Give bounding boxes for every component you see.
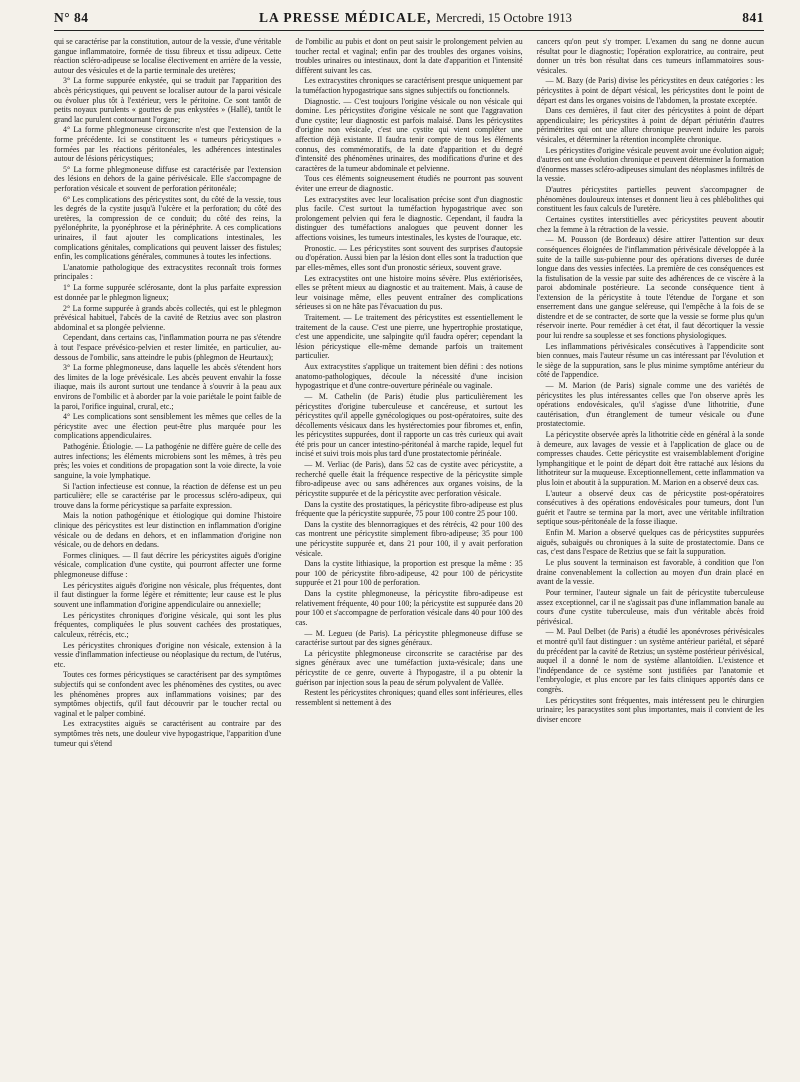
paragraph: La péricystite observée après la lithotritie cède en général à la sonde à demeure, aux lavages de vessie et à l'application de glace ou de compresses chaudes. Cette péricystite est vraisemblablement d'origine lymphangitique et le point de départ doit être rattaché aux lésions du lithotriteur sur la muqueuse. Exceptionnellement, cette inflammation va plus loin et aboutit à la suppuration. M. Marion en a observé deux cas.	[536, 430, 764, 487]
journal-title	[259, 10, 572, 26]
paragraph: Aux extracystites s'applique un traitement bien défini : des notions anatomo-pathologiques, découle la nécessité d'une incision hypogastrique et d'une contre-ouverture périnéale ou vaginale.	[295, 362, 523, 391]
paragraph: 4° Les complications sont sensiblement les mêmes que celles de la péricystite avec une élection peut-être plus marquée pour les complications appendiculaires.	[54, 412, 282, 441]
paragraph: qui se caractérise par la constitution, autour de la vessie, d'une véritable gangue inflammatoire, formée de tissu fibreux et tissu adipeux. Cette réaction scléro-adipeuse se localise électivement en arrière de la vessie, autour des vésicules et de la partie terminale des uretères;	[54, 37, 282, 75]
paragraph: — M. Bazy (de Paris) divise les péricystites en deux catégories : les péricystites à point de départ vésical, les péricystites dont le point de départ est dans les organes voisins de l'abdomen, la prostate exceptée.	[536, 76, 764, 105]
paragraph: — M. Pousson (de Bordeaux) désire attirer l'attention sur deux conséquences éloignées de l'inflammation périvésicale développée à la suite de la taille sus-pubienne pour des opérations diverses de durée longue dans des vessies infectées. La première de ces conséquences est la fistulisation de la vessie par suite des adhérences de ce viscère à la paroi abdominale postérieure. La seconde conséquence tient à l'extension de la péricystite à toute l'étendue de l'organe et son enserrement dans une gangue seléreuse, qui l'empêche à la fois de se distendre et de se contracter, de sorte que la vessie se forme plus qu'un réservoir inerte. Pour remédier à cet état, il faut décortiquer la vessie pour lui rendre sa souplesse et ses fonctions physiologiques.	[536, 235, 764, 340]
paragraph: Dans la cystite des prostatiques, la péricystite fibro-adipeuse est plus fréquente que la péricystite suppurée, 75 pour 100 contre 25 pour 100.	[295, 499, 523, 519]
paragraph: Formes cliniques. — Il faut décrire les péricystites aiguës d'origine vésicale, complication d'une cystite, qui pourront affecter une forme phlegmoneuse diffuse :	[54, 550, 282, 579]
paragraph: Enfin M. Marion a observé quelques cas de péricystites suppurées aiguës, subaiguës ou chroniques à la suite de prostatectomie. Dans ce cas, c'est dans l'espace de Retzius que se fait la suppuration.	[536, 528, 764, 557]
paragraph: Dans la cystite lithiasique, la proportion est presque la même : 35 pour 100 de péricystite fibro-adipeuse, 42 pour 100 de péricystite suppurée et 21 pour 100 de perforation.	[295, 559, 523, 588]
issue-date: Mercredi, 15 Octobre 1913	[435, 11, 572, 25]
paragraph: — M. Verliac (de Paris), dans 52 cas de cystite avec péricystite, a recherché quelle était la fréquence respective de la péricystite simple fibro-adipeuse avec ou sans adhérences aux organes voisins, de la péricystite suppurée et de la péricystite avec perforation vésicale.	[295, 460, 523, 498]
column-1	[54, 37, 281, 1065]
page-number: 841	[742, 10, 764, 25]
paragraph: L'anatomie pathologique des extracystites reconnaît trois formes principales :	[54, 262, 282, 282]
paragraph: Pathogénie. Étiologie. — La pathogénie ne diffère guère de celle des autres infections; les éléments microbiens sont les mêmes, à très peu près; les voies et conditions de propagation sont la voie directe, la voie sanguine, la voie lymphatique.	[54, 442, 282, 480]
paragraph: de l'ombilic au pubis et dont on peut saisir le prolongement pelvien au toucher rectal et vaginal; enfin par des troubles des organes voisins, troubles urinaires ou intestinaux, dont la date d'apparition et l'intensité diffèrent suivant les cas.	[295, 37, 523, 75]
paragraph: 6° Les complications des péricystites sont, du côté de la vessie, tous les degrés de la cystite jusqu'à l'ulcère et la perforation; du côté des uretères, la compression de ce conduit; du côté des reins, la pyélonéphrite, la pyonéphrose et la périnéphrite. A ces complications urinaires, il faut ajouter les complications intestinales, les complications génitales, complications qui peuvent laisser des fistules; enfin, les complications générales, communes à toutes les infections.	[54, 194, 282, 262]
paragraph: L'auteur a observé deux cas de péricystite post-opératoires consécutives à des opérations endovésicales pour tumeurs, dont l'un guérit et l'autre se termina par la mort, avec une véritable infiltration septique sous-péritonéale de la fosse iliaque.	[536, 488, 764, 527]
paragraph: Dans ces dernières, il faut citer des péricystites à point de départ appendiculaire; les péricystites à point de départ périutérin d'autres périmétrites qui ont une allure chronique peuvent induire les parois vésicales, et déterminer la rétention incomplète chronique.	[536, 106, 764, 144]
paragraph: Pronostic. — Les péricystites sont souvent des surprises d'autopsie ou d'opération. Aussi bien par la lésion dont elles sont la traduction que par elles-mêmes, elles sont d'un pronostic sérieux, souvent grave.	[295, 243, 523, 272]
paragraph: 3° La forme phlegmoneuse, dans laquelle les abcès s'étendent hors des limites de la loge prévésicale. Les abcès peuvent envahir la fosse iliaque, mais ils auront surtout une tendance à s'ouvrir à la peau aux environs de l'ombilic et à aborder par la voie pariétale le point faible de la paroi, l'orifice inguinal, crural, etc.;	[54, 363, 282, 411]
paragraph: Certaines cystites interstitielles avec péricystites peuvent aboutir chez la femme à la rétraction de la vessie.	[536, 215, 764, 234]
paragraph: cancers qu'on peut s'y tromper. L'examen du sang ne donne aucun résultat pour le diagnostic; l'opération exploratrice, au contraire, peut donner un très bon résultat dans ces tumeurs inflammatoires sous-vésicales.	[536, 37, 764, 75]
paragraph: Les extracystites avec leur localisation précise sont d'un diagnostic plus facile. C'est surtout la tuméfaction hypogastrique avec son prolongement pelvien qui fera le diagnostic. Cependant, il faudra la distinguer des tuméfactions analogues que peuvent donner les affections voisines, les tumeurs intestinales, les kystes de l'ouraque, etc.	[295, 194, 523, 242]
paragraph: Les péricystites aiguës d'origine non vésicale, plus fréquentes, dont il faut distinguer la forme légère et rémittente; leur cause est le plus souvent une inflammation d'origine appendiculaire ou annexielle;	[54, 580, 282, 609]
column-2	[295, 37, 522, 1065]
paragraph: — M. Cathelin (de Paris) étudie plus particulièrement les péricystites d'origine tuberculeuse et cancéreuse, et surtout les péricystites qu'il appelle gynécologiques ou post-opératoires, suite des décollements vésicaux dans les hystérectomies pour fibromes et, enfin, les péricystites suppurées, dont il rapporte un cas très curieux qui avait été pris pour un cancer intestino-péritonéal à marche rapide, lequel fut incisé et suivi trois mois plus tard d'une prostatectomie périnéale.	[295, 391, 523, 459]
paragraph: Les extracystites chroniques se caractérisent presque uniquement par la tuméfaction hypogastrique sans signes subjectifs ou fonctionnels.	[295, 76, 523, 95]
paragraph: Diagnostic. — C'est toujours l'origine vésicale ou non vésicale qui domine. Les péricystites d'origine vésicale ne sont que l'aggravation d'une cystite; leur diagnostic est parfois malaisé. Dans les péricystites d'origine non vésicale, c'est une cystite qui vient compléter une affection déjà existante. Il faudra tenir compte de tous les éléments connus, des commémoratifs, de la date d'apparition et du degré d'intensité des phénomènes urinaires, des modifications d'urine et des caractères de la tumeur abdominale et pelvienne.	[295, 96, 523, 173]
paragraph: Traitement. — Le traitement des péricystites est essentiellement le traitement de la cause. C'est une pierre, une hypertrophie prostatique, c'est une appendicite, une salpingite qu'il faudra opérer; cependant la lésion péricystique elle-même demande parfois un traitement particulier.	[295, 313, 523, 361]
paragraph: D'autres péricystites partielles peuvent s'accompagner de phénomènes douloureux intenses et donnent lieu à ces phlébolithes qui constituent les faux calculs de l'uretère.	[536, 185, 764, 214]
paragraph: — M. Marion (de Paris) signale comme une des variétés de péricystites les plus intéressantes celles que l'on observe après les opérations endovésicales, qu'il s'agisse d'une lithotritie, d'une cautérisation, d'un étranglement de tumeur vésicale ou d'une prostatectomie.	[536, 381, 764, 429]
paragraph: Toutes ces formes péricystiques se caractérisent par des symptômes subjectifs qui se confondent avec les phénomènes des cystites, ou avec les phénomènes propres aux inflammations voisines; par des symptômes objectifs, qu'il faut découvrir par le toucher rectal ou vaginal et le palper combiné.	[54, 670, 282, 718]
paragraph: Les péricystites d'origine vésicale peuvent avoir une évolution aiguë; d'autres ont une évolution chronique et peuvent déterminer la formation d'énormes masses scléro-adipeuses simulant des néoplasmes infiltrés de la vessie.	[536, 145, 764, 184]
paragraph: — M. Paul Delbet (de Paris) a étudié les aponévroses périvésicales et montré qu'il faut distinguer : un système antérieur pariétal, et séparé du précédent par la cavité de Retzius; un système postérieur périvésical, auquel il a donné le nom de système allantoïdien. L'existence et l'indépendance de ce système sont justifiées par l'anatomie et l'embryologie, et plus encore par les faits cliniques apportés dans ce congrès.	[536, 627, 764, 694]
paragraph: Tous ces éléments soigneusement étudiés ne pourront pas souvent éviter une erreur de diagnostic.	[295, 174, 523, 193]
masthead	[54, 10, 764, 31]
paragraph: Dans la cystite des blennorragiques et des rétrécis, 42 pour 100 des cas montrent une péricystite simplement fibro-adipeuse; 35 pour 100 une péricystite suppurée et, dans 21 pour 100, il y avait perforation vésicale.	[295, 519, 523, 558]
paragraph: 4° La forme phlegmoneuse circonscrite n'est que l'extension de la forme précédente. Ici se constituent les « tumeurs péricystiques » formées par les réactions péritonéales, les adhérences intestinales autour de lésions péricystiques;	[54, 125, 282, 164]
paragraph: Les inflammations périvésicales consécutives à l'appendicite sont bien connues, mais l'auteur résume un cas intéressant par l'évolution et le siège de la suppuration, sans le plus minime symptôme antérieur du côté de l'appendice.	[536, 341, 764, 380]
paragraph: Pour terminer, l'auteur signale un fait de péricystite tuberculeuse assez exceptionnel, car il ne s'agissait pas d'une inflammation banale au cours d'une cystite tuberculeuse, mais d'un véritable abcès froid périvésical.	[536, 587, 764, 626]
paragraph: Les péricystites sont fréquentes, mais intéressent peu le chirurgien urinaire; les paracystites sont plus importantes, mais il convient de les diviser encore	[536, 695, 764, 724]
paragraph: Si l'action infectieuse est connue, la réaction de défense est un peu particulière; elle se caractérise par le processus scléro-adipeux, qui trouve dans la forme péricystique sa parfaite expression.	[54, 481, 282, 510]
journal-name: LA PRESSE MÉDICALE,	[258, 10, 432, 25]
paragraph: Les extracystites aiguës se caractérisent au contraire par des symptômes très nets, une douleur vive hypogastrique, l'apparition d'une tumeur qui s'étend	[54, 719, 282, 748]
paragraph: Restent les péricystites chroniques; quand elles sont inférieures, elles ressemblent si nettement à des	[295, 688, 523, 707]
paragraph: Les extracystites ont une histoire moins sévère. Plus extériorisées, elles se prêtent mieux au diagnostic et au traitement. Mais, à cause de leur voisinage même, elles peuvent entraîner des complications sérieuses si on ne hâte pas l'évacuation du pus.	[295, 273, 523, 312]
paragraph: 2° La forme suppurée à grands abcès collectés, qui est le phlegmon prévésical habituel, l'abcès de la cavité de Retzius avec son plastron abdominal et sa plongée pelvienne.	[54, 303, 282, 332]
column-3	[537, 37, 764, 1065]
paragraph: Dans la cystite phlegmoneuse, la péricystite fibro-adipeuse est relativement fréquente, 40 pour 100; la péricystite est suppurée dans 20 pour 100 et s'accompagne de perforation vésicale dans 40 pour 100 des cas.	[295, 589, 523, 627]
paragraph: 3° La forme suppurée enkystée, qui se traduit par l'apparition des abcès péricystiques, qui peuvent se localiser autour de la paroi vésicale ou évoluer plus tôt à l'extérieur, vers le péritoine. Ce sont tantôt de petits noyaux purulents « gouttes de pus enkystées » (Hallé), tantôt le grand lac purulent contournant l'organe;	[54, 76, 282, 124]
paragraph: 1° La forme suppurée sclérosante, dont la plus parfaite expression est donnée par le phlegmon ligneux;	[54, 283, 282, 302]
paragraph: — M. Legueu (de Paris). La péricystite phlegmoneuse diffuse se caractérise surtout par des signes généraux.	[295, 628, 523, 648]
paragraph: Le plus souvent la terminaison est favorable, à condition que l'on draine convenablement la collection au moyen d'un drain placé en avant de la vessie.	[536, 558, 764, 587]
paragraph: Les péricystites chroniques d'origine non vésicale, extension à la vessie d'inflammation infectieuse ou néoplasique du rectum, de l'utérus, etc.	[54, 640, 282, 669]
paragraph: Mais la notion pathogénique et étiologique qui domine l'histoire clinique des péricystites est leur distinction en inflammation d'origine vésicale ou de dedans en dehors, et en inflammation d'origine non vésicale, ou de dehors en dedans.	[54, 511, 282, 550]
paragraph: 5° La forme phlegmoneuse diffuse est caractérisée par l'extension des lésions en dehors de la gaine périvésicale. Elle s'accompagne de perforation vésicale et souvent de perforation péritonéale;	[54, 164, 282, 193]
paragraph: Cependant, dans certains cas, l'inflammation pourra ne pas s'étendre à tout l'espace prévésico-pelvien et rester limitée, en particulier, au-dessous de l'ombilic, sans atteindre le pubis (phlegmon de Heurtaux);	[54, 333, 282, 362]
paragraph: Les péricystites chroniques d'origine vésicale, qui sont les plus fréquentes, compliquées le plus souvent cachées des prostatiques, calculeux, rétrécis, etc.;	[54, 610, 282, 639]
article-columns	[54, 37, 764, 1065]
paragraph: La péricystite phlegmoneuse circonscrite se caractérise par des signes généraux avec une tuméfaction juxta-vésicale; dans une péricystite de ce genre, ouverte à l'hypogastre, il a pu obtenir la guérison par injection sous la peau de sérum polyvalent de Vallée.	[295, 648, 523, 687]
issue-number: N° 84	[54, 10, 89, 25]
